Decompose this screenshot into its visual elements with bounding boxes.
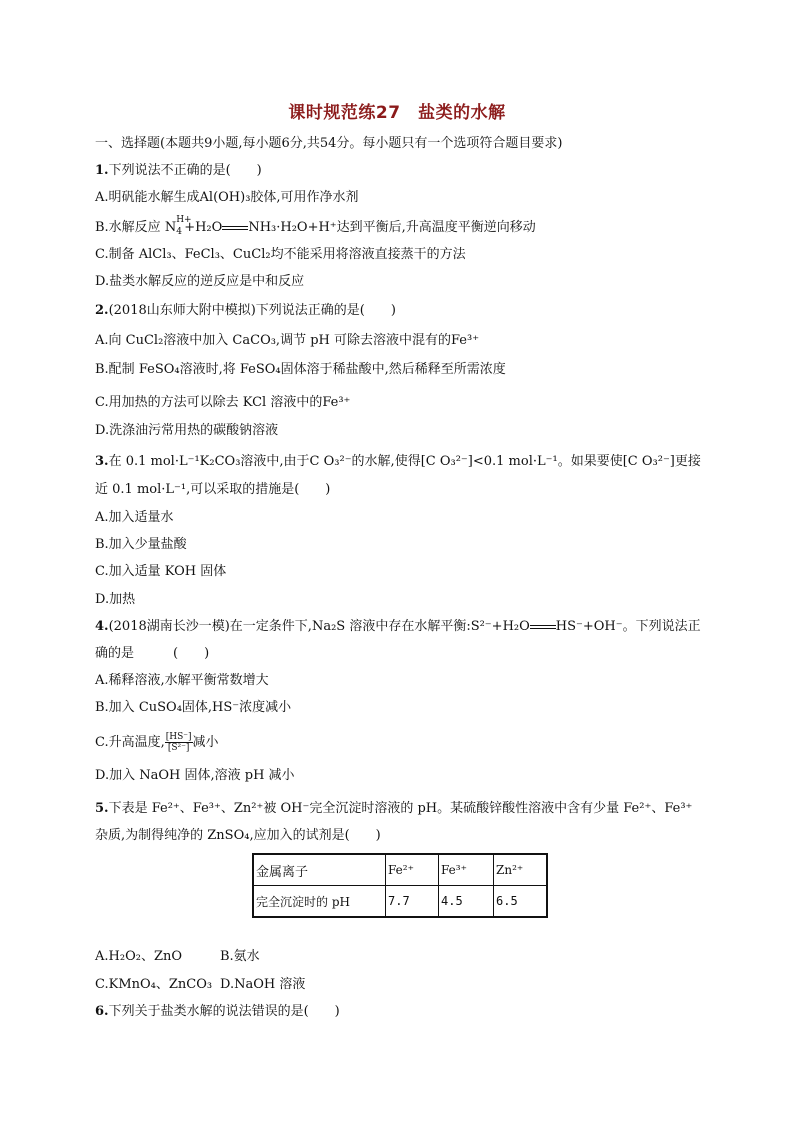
table-cell: 完全沉淀时的 pH [253, 886, 386, 918]
precipitation-ph-table [252, 853, 548, 918]
question-5-line-1 [95, 800, 692, 818]
question-1-option-d: D.盐类水解反应的逆反应是中和反应 [95, 274, 305, 289]
option-b-suffix: NH₃·H₂O+H⁺达到平衡后,升高温度平衡逆向移动 [248, 220, 536, 235]
nh4-sub: 4 [176, 227, 182, 237]
question-text: 下表是 Fe²⁺、Fe³⁺、Zn²⁺被 OH⁻完全沉淀时溶液的 pH。某硫酸锌酸性溶液中含有少量 Fe²⁺、Fe³⁺ [108, 801, 693, 816]
question-1-option-a: A.明矾能水解生成Al(OH)₃胶体,可用作净水剂 [95, 190, 359, 205]
question-number: 5. [95, 801, 109, 816]
question-2-option-d: D.洗涤油污常用热的碳酸钠溶液 [95, 423, 279, 438]
question-4-line-1 [95, 618, 701, 636]
question-number: 1. [95, 163, 109, 178]
question-4-option-c [95, 732, 219, 753]
question-text-tail: HS⁻+OH⁻。下列说法正 [555, 619, 701, 634]
nh4-ion [176, 215, 192, 237]
question-3-option-c: C.加入适量 KOH 固体 [95, 564, 227, 579]
ratio-denominator: [S²⁻] [167, 743, 190, 753]
question-number: 4. [95, 619, 109, 634]
table-header-cell: Fe²⁺ [386, 854, 439, 886]
question-2-option-c: C.用加热的方法可以除去 KCl 溶液中的Fe³⁺ [95, 395, 351, 410]
question-number: 3. [95, 454, 109, 469]
question-number: 6. [95, 1004, 109, 1019]
question-5-line-2: 杂质,为制得纯净的 ZnSO₄,应加入的试剂是( ) [95, 828, 381, 843]
question-3-option-d: D.加热 [95, 592, 136, 607]
table-row [253, 854, 547, 886]
option-b-mid: +H₂O [184, 220, 223, 235]
question-2-stem [95, 302, 396, 320]
question-1-option-c: C.制备 AlCl₃、FeCl₃、CuCl₂均不能采用将溶液直接蒸干的方法 [95, 247, 466, 262]
table-row [253, 886, 547, 918]
table-header-cell: Zn²⁺ [494, 854, 548, 886]
option-c-suffix: 减小 [192, 735, 219, 750]
concentration-ratio [165, 732, 193, 753]
question-4-line-2: 确的是 ( ) [95, 646, 210, 661]
section-heading: 一、选择题(本题共9小题,每小题6分,共54分。每小题只有一个选项符合题目要求) [95, 136, 563, 151]
question-3-line-1 [95, 453, 701, 471]
question-text: 下列关于盐类水解的说法错误的是( ) [108, 1004, 340, 1019]
equilibrium-arrow [222, 225, 248, 231]
table-cell: 4.5 [439, 886, 494, 918]
question-5-option-c: C.KMnO₄、ZnCO₃ [95, 977, 213, 992]
question-text: 在 0.1 mol·L⁻¹K₂CO₃溶液中,由于C O₃²⁻的水解,使得[C O₃²⁻]<0.1 mol·L⁻¹。如果要使[C O₃²⁻]更接 [108, 454, 701, 469]
question-3-option-b: B.加入少量盐酸 [95, 537, 187, 552]
question-6-stem [95, 1003, 340, 1021]
question-text: (2018湖南长沙一模)在一定条件下,Na₂S 溶液中存在水解平衡:S²⁻+H₂O [108, 619, 530, 634]
ratio-numerator: [HS⁻] [165, 732, 192, 742]
question-2-option-a: A.向 CuCl₂溶液中加入 CaCO₃,调节 pH 可除去溶液中混有的Fe³⁺ [95, 333, 480, 348]
question-3-line-2: 近 0.1 mol·L⁻¹,可以采取的措施是( ) [95, 482, 331, 497]
nh4-sup: H+ [176, 215, 192, 225]
table-cell: 7.7 [386, 886, 439, 918]
option-b-prefix: B.水解反应 N [95, 220, 177, 235]
question-5-option-b: B.氨水 [220, 949, 260, 964]
equilibrium-arrow [530, 624, 556, 630]
table-header-cell: 金属离子 [253, 854, 386, 886]
question-text: (2018山东师大附中模拟)下列说法正确的是( ) [108, 303, 396, 318]
question-2-option-b: B.配制 FeSO₄溶液时,将 FeSO₄固体溶于稀盐酸中,然后稀释至所需浓度 [95, 362, 506, 377]
question-5-option-d: D.NaOH 溶液 [220, 977, 306, 992]
question-5-option-a: A.H₂O₂、ZnO [95, 949, 183, 964]
table-header-cell: Fe³⁺ [439, 854, 494, 886]
table-cell: 6.5 [494, 886, 548, 918]
question-4-option-a: A.稀释溶液,水解平衡常数增大 [95, 673, 269, 688]
question-number: 2. [95, 303, 109, 318]
question-3-option-a: A.加入适量水 [95, 510, 174, 525]
question-1-option-b [95, 217, 536, 237]
page-title: 课时规范练27 盐类的水解 [288, 103, 506, 123]
question-text: 下列说法不正确的是( ) [108, 163, 262, 178]
question-1-stem [95, 162, 262, 180]
question-4-option-d: D.加入 NaOH 固体,溶液 pH 减小 [95, 768, 295, 783]
question-4-option-b: B.加入 CuSO₄固体,HS⁻浓度减小 [95, 700, 292, 715]
option-c-prefix: C.升高温度, [95, 735, 165, 750]
